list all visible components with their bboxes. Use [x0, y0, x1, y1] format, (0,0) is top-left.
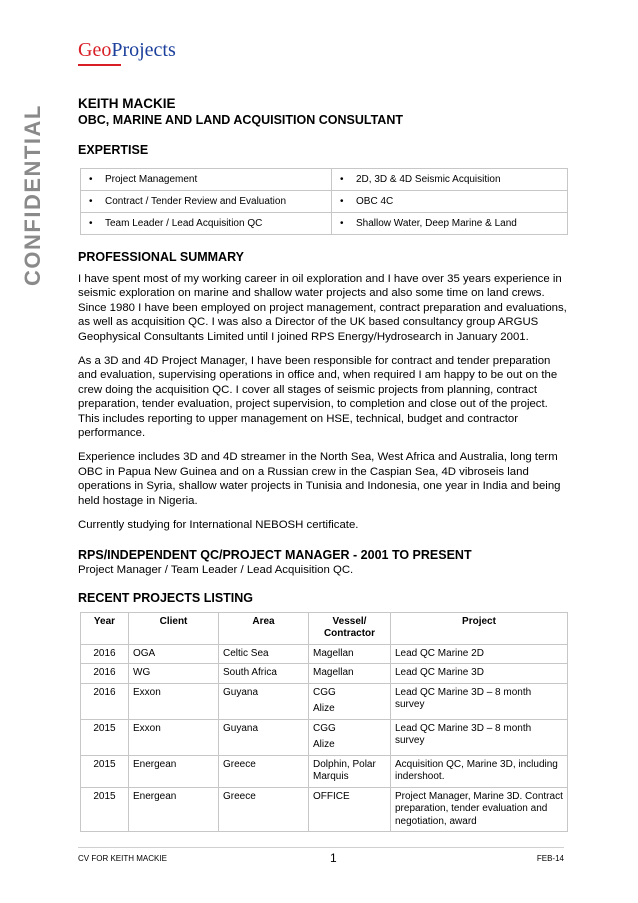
table-cell: Acquisition QC, Marine 3D, including indershoot.	[391, 755, 568, 787]
expertise-heading: EXPERTISE	[78, 143, 149, 157]
logo-geo-text: Geo	[78, 39, 112, 61]
table-cell: 2015	[81, 755, 129, 787]
table-cell: WG	[129, 664, 219, 684]
table-row	[81, 644, 568, 664]
summary-paragraph: I have spent most of my working career in oil exploration and I have over 35 years experience in seismic exploration on marine and shallow water projects and also some time on land crews. Since 1980 I have been employed on project management, contract preparation and evaluations, as well as acquisition QC. I was also a Director of the UK based consultancy group ARGUS Geophysical Consultants Limited until I joined RPS Energy/Hydrosearch in January 2001.	[78, 273, 567, 343]
table-cell: Greece	[219, 787, 309, 832]
table-row	[81, 755, 568, 787]
table-cell: Lead QC Marine 3D	[391, 664, 568, 684]
projects-heading: RECENT PROJECTS LISTING	[78, 590, 254, 605]
cv-content	[78, 96, 570, 832]
table-cell: Guyana	[219, 719, 309, 755]
projects-table	[80, 612, 568, 833]
summary-paragraph: Currently studying for International NEBOSH certificate.	[78, 519, 359, 532]
page-footer	[78, 851, 564, 865]
table-cell: Exxon	[129, 683, 219, 719]
footer-page-number: 1	[330, 851, 337, 865]
column-header-vessel: Vessel/ Contractor	[309, 612, 391, 644]
table-cell: Magellan	[309, 644, 391, 664]
confidential-watermark: CONFIDENTIAL	[20, 104, 45, 286]
table-cell: Energean	[129, 787, 219, 832]
column-header-client: Client	[129, 612, 219, 644]
column-header-year: Year	[81, 612, 129, 644]
table-cell: CGG Alize	[309, 683, 391, 719]
expertise-row	[81, 213, 568, 235]
summary-heading: PROFESSIONAL SUMMARY	[78, 250, 244, 264]
footer-divider	[78, 847, 564, 848]
candidate-name: KEITH MACKIE	[78, 96, 176, 111]
current-position-heading: RPS/INDEPENDENT QC/PROJECT MANAGER - 2001 TO PRESENT	[78, 547, 472, 562]
expertise-cell: • 2D, 3D & 4D Seismic Acquisition	[332, 169, 568, 191]
footer-date: FEB-14	[536, 854, 564, 863]
table-cell: South Africa	[219, 664, 309, 684]
expertise-table	[80, 168, 568, 235]
table-cell: Greece	[219, 755, 309, 787]
candidate-role: OBC, MARINE AND LAND ACQUISITION CONSULTANT	[78, 113, 403, 127]
table-cell: CGG Alize	[309, 719, 391, 755]
company-logo	[78, 38, 176, 62]
current-position-subtitle: Project Manager / Team Leader / Lead Acquisition QC.	[78, 563, 354, 576]
expertise-cell: • Contract / Tender Review and Evaluation	[81, 191, 332, 213]
table-row	[81, 719, 568, 755]
table-cell: 2016	[81, 683, 129, 719]
table-cell: Dolphin, Polar Marquis	[309, 755, 391, 787]
table-cell: Magellan	[309, 664, 391, 684]
column-header-project: Project	[391, 612, 568, 644]
summary-paragraph: As a 3D and 4D Project Manager, I have been responsible for contract and tender preparation and evaluation, supervising operations in office and, when required I am happy to be out on the crew doing the acquisition QC. I cover all stages of seismic projects from planning, contract preparation, tender evaluation, project supervision, to completion and close out of the project. This includes reporting to upper management on HSE, technical, budget and contractor performance.	[78, 355, 558, 440]
expertise-cell: • Team Leader / Lead Acquisition QC	[81, 213, 332, 235]
table-cell: Lead QC Marine 3D – 8 month survey	[391, 719, 568, 755]
expertise-cell: • Project Management	[81, 169, 332, 191]
logo-underline	[78, 64, 121, 66]
summary-paragraph: Experience includes 3D and 4D streamer in the North Sea, West Africa and Australia, long term OBC in Papua New Guinea and on a Russian crew in the Caspian Sea, 4D vibroseis land operations in Syria, shallow water projects in Tunisia and Indonesia, one year in India and being held hostage in Nigeria.	[78, 451, 561, 507]
table-cell: Energean	[129, 755, 219, 787]
expertise-cell: • OBC 4C	[332, 191, 568, 213]
table-cell: Lead QC Marine 3D – 8 month survey	[391, 683, 568, 719]
expertise-row	[81, 191, 568, 213]
table-row	[81, 664, 568, 684]
table-cell: Project Manager, Marine 3D. Contract preparation, tender evaluation and negotiation, award	[391, 787, 568, 832]
table-cell: 2015	[81, 787, 129, 832]
logo-projects-text: Projects	[111, 39, 176, 61]
table-cell: Lead QC Marine 2D	[391, 644, 568, 664]
table-cell: Exxon	[129, 719, 219, 755]
table-cell: OFFICE	[309, 787, 391, 832]
projects-header-row	[81, 612, 568, 644]
footer-document-title: CV FOR KEITH MACKIE	[78, 854, 167, 863]
table-cell: Guyana	[219, 683, 309, 719]
expertise-cell: • Shallow Water, Deep Marine & Land	[332, 213, 568, 235]
table-cell: OGA	[129, 644, 219, 664]
table-cell: 2016	[81, 644, 129, 664]
expertise-row	[81, 169, 568, 191]
table-row	[81, 683, 568, 719]
table-row	[81, 787, 568, 832]
table-cell: Celtic Sea	[219, 644, 309, 664]
table-cell: 2016	[81, 664, 129, 684]
table-cell: 2015	[81, 719, 129, 755]
column-header-area: Area	[219, 612, 309, 644]
